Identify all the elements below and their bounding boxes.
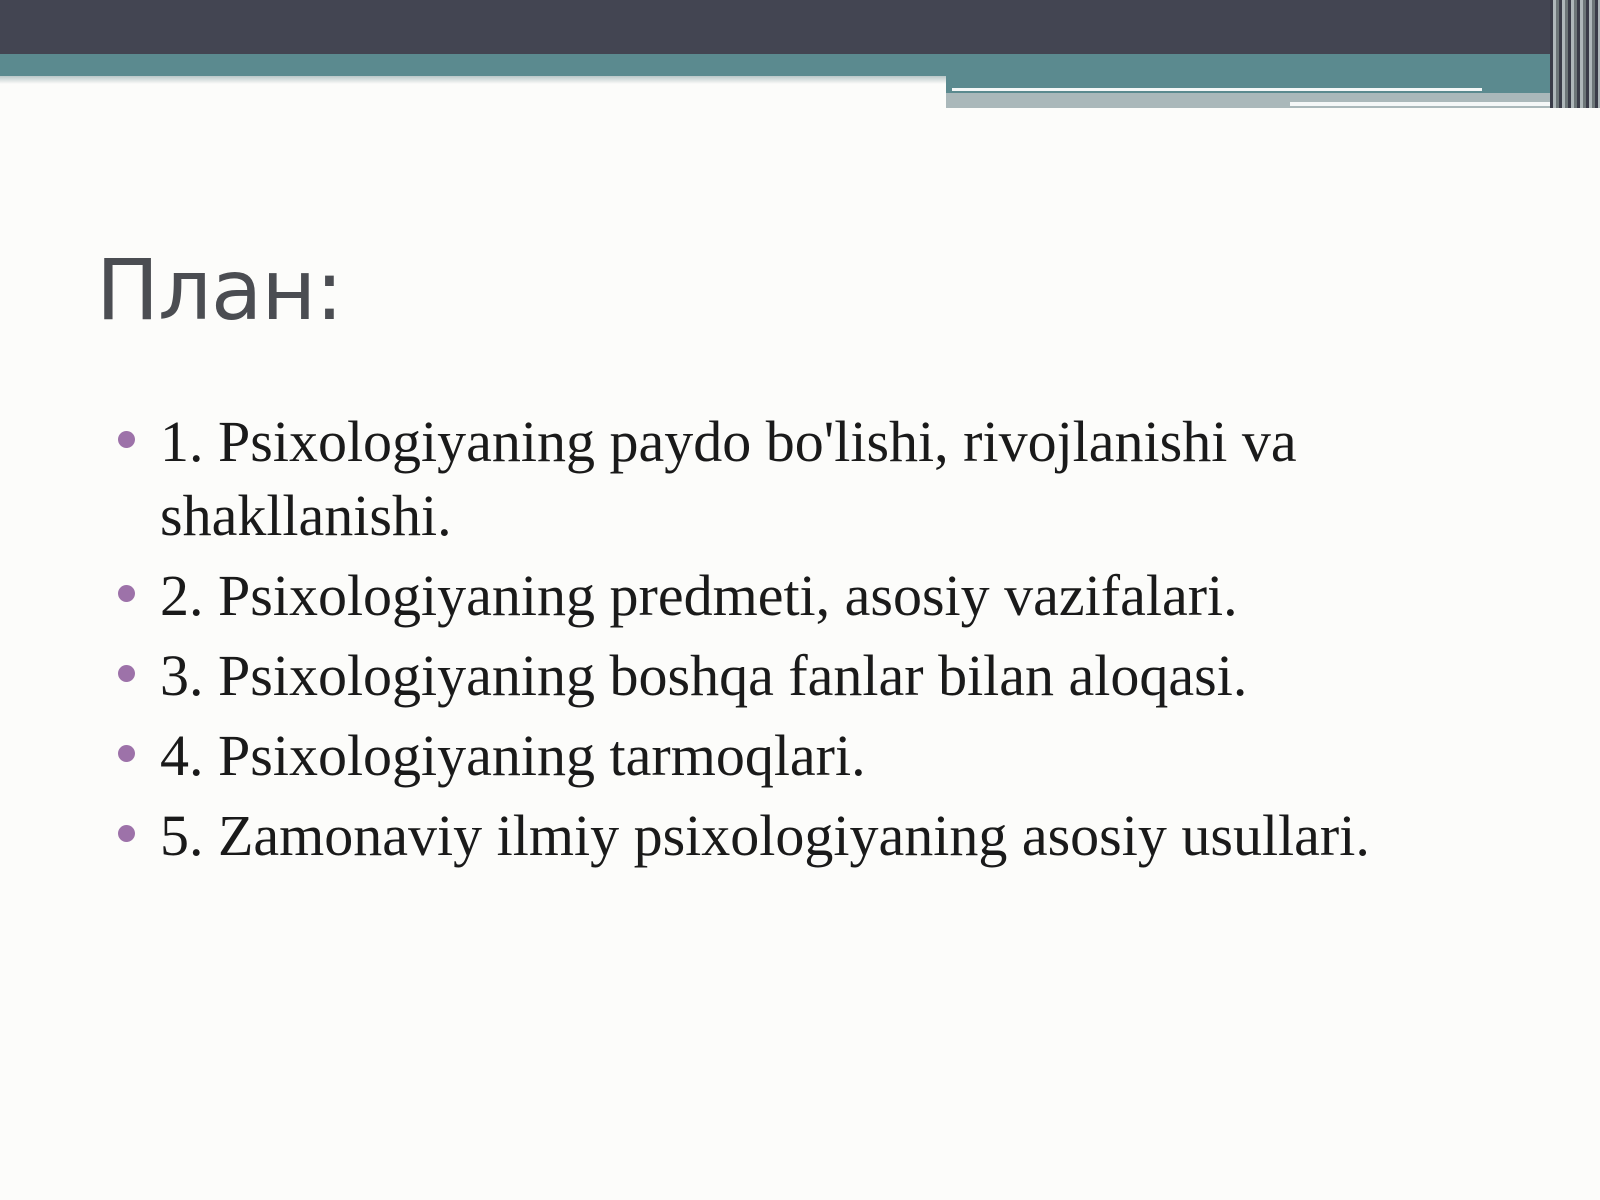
bullet-dot-icon xyxy=(118,585,135,602)
header-accent-line xyxy=(952,88,1482,91)
slide-title: План: xyxy=(96,241,343,339)
bullet-dot-icon xyxy=(118,825,135,842)
header-shadow xyxy=(0,76,946,84)
header-teal-band xyxy=(0,54,1600,76)
bullet-text: 4. Psixologiyaning tarmoqlari. xyxy=(160,723,866,788)
bullet-dot-icon xyxy=(118,665,135,682)
bullet-text: 1. Psixologiyaning paydo bo'lishi, rivojlanishi va shakllanishi. xyxy=(160,409,1297,548)
header-accent-line-2 xyxy=(1290,102,1568,106)
bullet-dot-icon xyxy=(118,431,135,448)
bullet-text: 2. Psixologiyaning predmeti, asosiy vazifalari. xyxy=(160,563,1238,628)
bullet-text: 3. Psixologiyaning boshqa fanlar bilan aloqasi. xyxy=(160,643,1248,708)
bullet-item xyxy=(110,799,1550,873)
bullet-item xyxy=(110,559,1550,633)
bullet-item xyxy=(110,719,1550,793)
bullet-text: 5. Zamonaviy ilmiy psixologiyaning asosiy usullari. xyxy=(160,803,1370,868)
header-edge-stripes xyxy=(1550,0,1600,108)
bullet-item xyxy=(110,639,1550,713)
header-dark-band xyxy=(0,0,1600,54)
bullet-list xyxy=(110,405,1550,879)
bullet-dot-icon xyxy=(118,745,135,762)
bullet-item xyxy=(110,405,1550,553)
